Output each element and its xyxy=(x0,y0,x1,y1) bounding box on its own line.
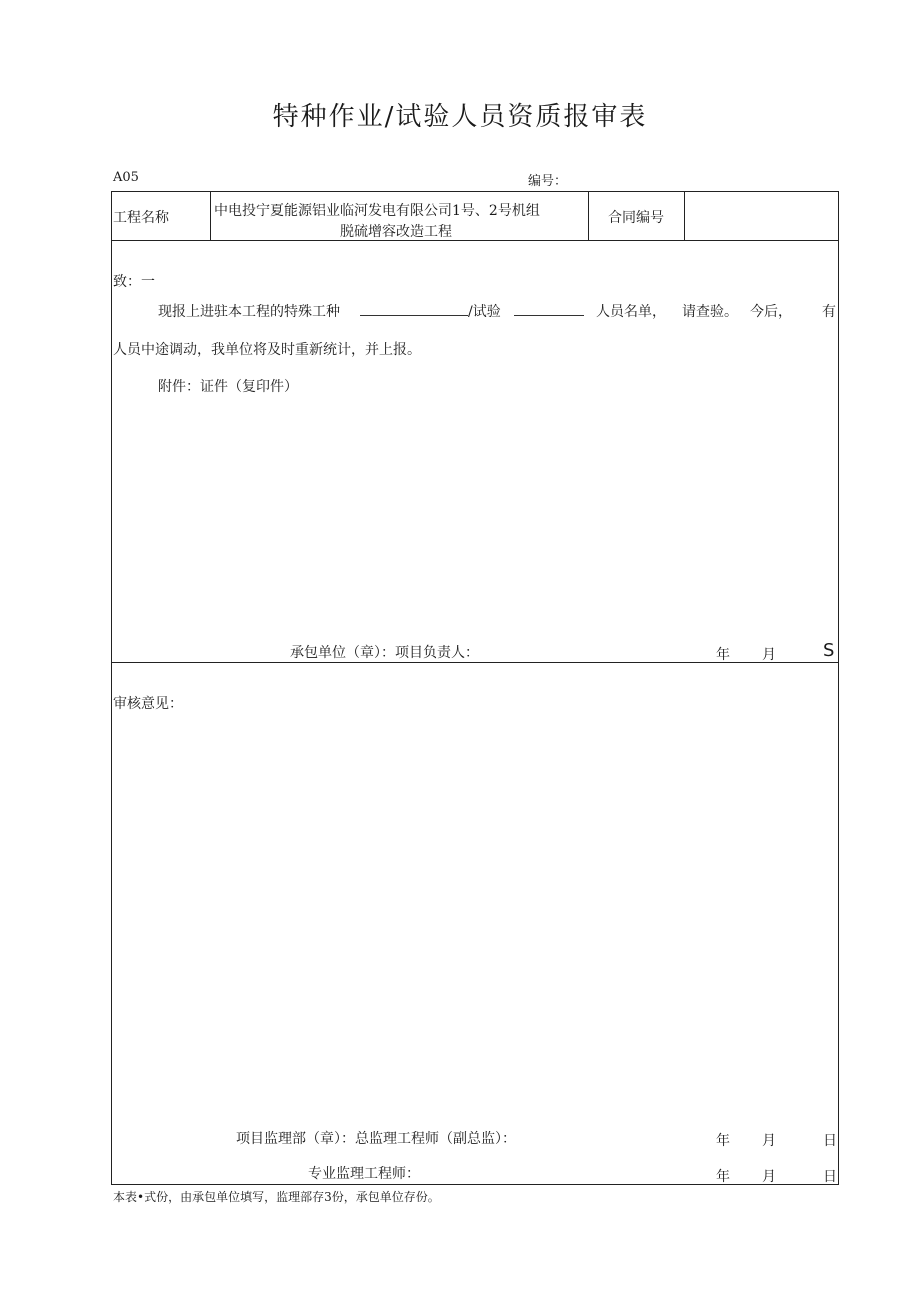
section2-year-1: 年 xyxy=(716,1133,730,1149)
project-name-line1: 中电投宁夏能源铝业临河发电有限公司1号、2号机组 xyxy=(214,203,540,219)
section1-year: 年 xyxy=(716,647,730,663)
form-code: A05 xyxy=(113,170,139,185)
report-text-line2: 人员中途调动，我单位将及时重新统计，并上报。 xyxy=(113,342,421,358)
section2-day-1: 日 xyxy=(823,1133,837,1149)
number-label: 编号： xyxy=(528,174,568,189)
section2-month-2: 月 xyxy=(762,1169,776,1185)
form-title: 特种作业/试验人员资质报审表 xyxy=(272,102,648,132)
section2-day-2: 日 xyxy=(823,1169,837,1185)
report-text-part2: /试验 xyxy=(468,304,501,320)
attachment-note: 附件：证件（复印件） xyxy=(158,379,298,395)
report-text-part1: 现报上进驻本工程的特殊工种 xyxy=(158,304,340,320)
report-text-part5: 今后， xyxy=(750,304,792,320)
footnote: 本表•式份，由承包单位填写，监理部存3份，承包单位存份。 xyxy=(113,1190,440,1204)
section1-month: 月 xyxy=(762,647,776,663)
special-trade-blank xyxy=(360,301,468,320)
section2-month-1: 月 xyxy=(762,1133,776,1149)
report-text-part6: 有 xyxy=(822,304,836,320)
supervision-signature: 项目监理部（章）：总监理工程师（副总监）： xyxy=(236,1131,516,1147)
contract-no-label: 合同编号 xyxy=(608,210,664,226)
section2-year-2: 年 xyxy=(716,1169,730,1185)
project-name-label: 工程名称 xyxy=(113,210,169,226)
specialist-signature: 专业监理工程师： xyxy=(308,1166,420,1182)
addressee: 致：一 xyxy=(113,274,155,290)
report-text-part4: 请查验。 xyxy=(682,304,738,320)
test-blank xyxy=(514,301,584,320)
contractor-signature: 承包单位（章）：项目负责人： xyxy=(290,645,479,661)
report-text-part3: 人员名单， xyxy=(596,304,666,320)
review-opinion-label: 审核意见： xyxy=(113,696,183,712)
section1-day: S xyxy=(823,640,835,661)
project-name-line2: 脱硫增容改造工程 xyxy=(340,224,452,240)
